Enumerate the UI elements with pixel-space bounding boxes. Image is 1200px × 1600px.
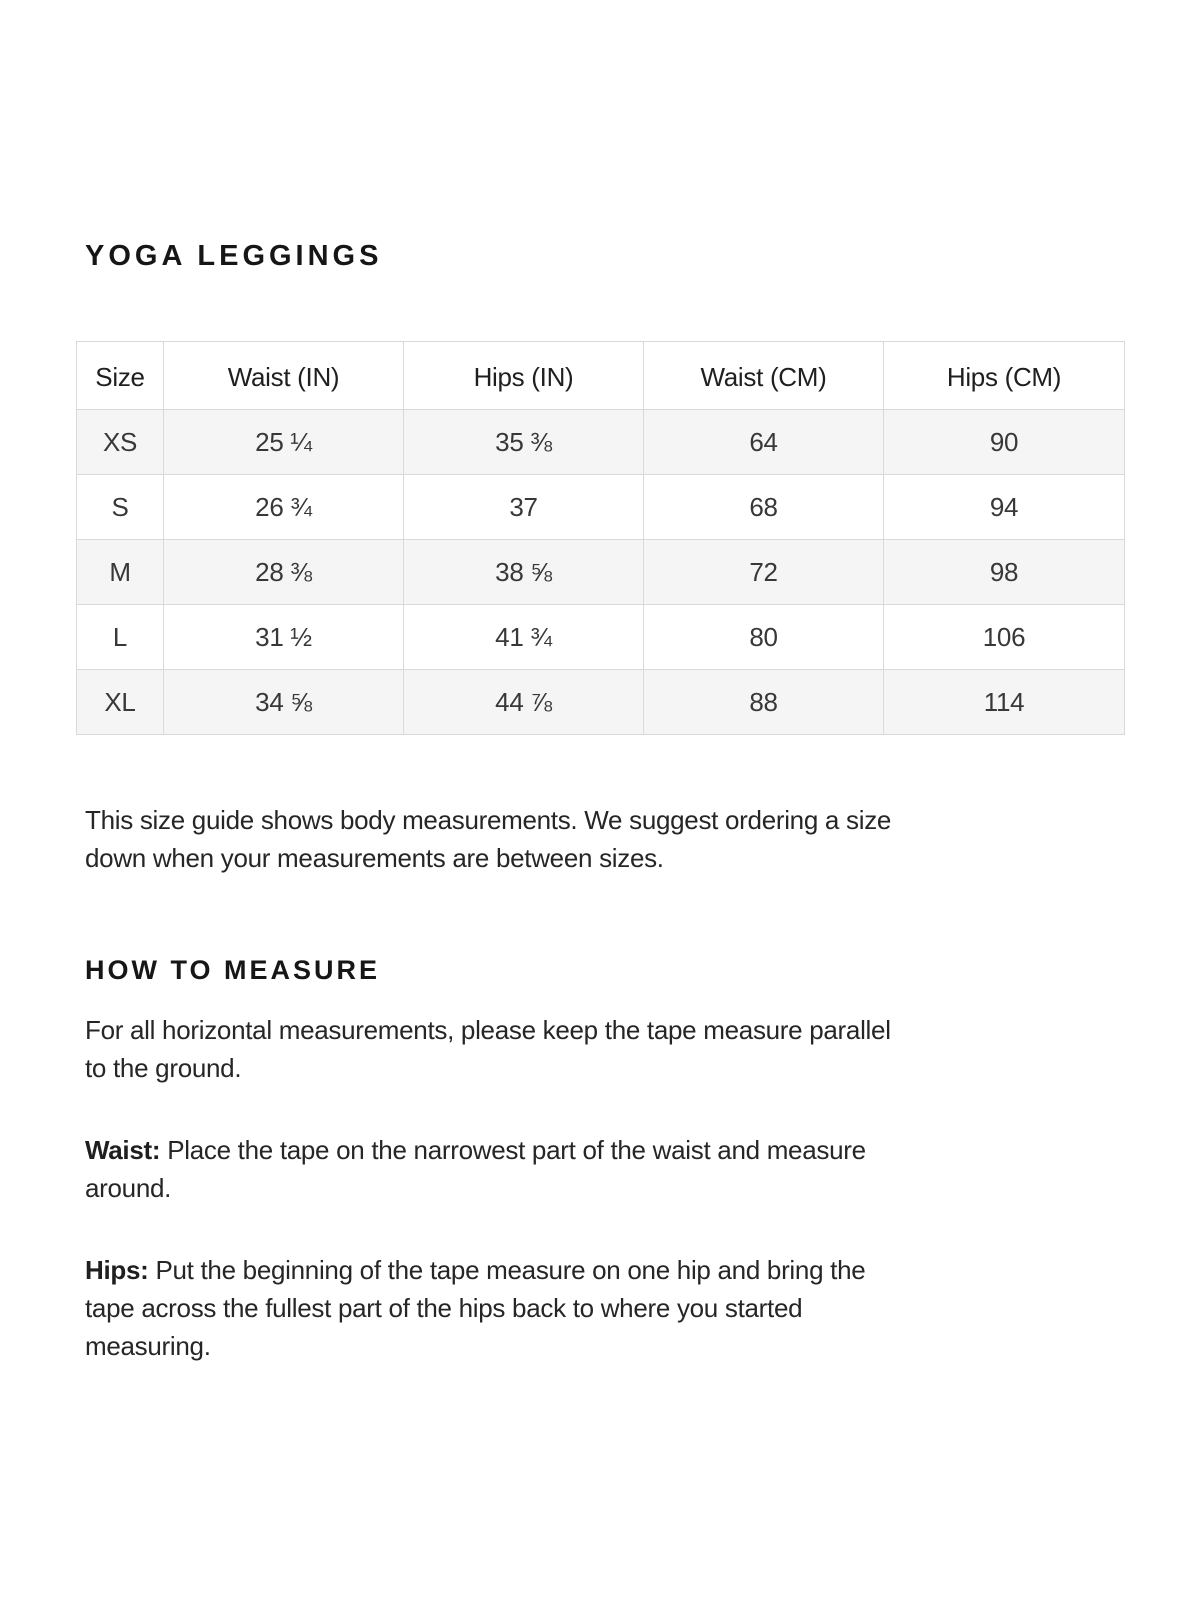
waist-instruction — [85, 1131, 1124, 1207]
waist-cm-cell: 80 — [644, 605, 884, 670]
waist-instruction-text: Place the tape on the narrowest part of the waist and measure around. — [85, 1135, 866, 1203]
waist-in-cell: 28 ⅜ — [164, 540, 404, 605]
hips-cm-cell: 114 — [884, 670, 1125, 735]
waist-label: Waist: — [85, 1135, 161, 1165]
page-title: YOGA LEGGINGS — [85, 240, 383, 272]
waist-in-cell: 26 ¾ — [164, 475, 404, 540]
hips-cm-cell: 98 — [884, 540, 1125, 605]
hips-in-cell: 44 ⅞ — [404, 670, 644, 735]
column-header-size: Size — [77, 342, 164, 410]
size-cell: XL — [77, 670, 164, 735]
hips-cm-cell: 94 — [884, 475, 1125, 540]
waist-in-cell: 34 ⅝ — [164, 670, 404, 735]
hips-instruction-text: Put the beginning of the tape measure on one hip and bring the tape across the fullest part of the hips back to where you started measuring. — [85, 1255, 866, 1361]
column-header-waist-in: Waist (IN) — [164, 342, 404, 410]
waist-in-cell: 25 ¼ — [164, 410, 404, 475]
hips-label: Hips: — [85, 1255, 149, 1285]
hips-cm-cell: 90 — [884, 410, 1125, 475]
table-row-m — [77, 540, 1125, 605]
size-table — [76, 341, 1125, 735]
waist-cm-cell: 68 — [644, 475, 884, 540]
size-table-header-row — [77, 342, 1125, 410]
size-cell: XS — [77, 410, 164, 475]
column-header-hips-in: Hips (IN) — [404, 342, 644, 410]
size-cell: S — [77, 475, 164, 540]
hips-in-cell: 37 — [404, 475, 644, 540]
table-row-xs — [77, 410, 1125, 475]
hips-cm-cell: 106 — [884, 605, 1125, 670]
hips-instruction — [85, 1251, 1124, 1365]
waist-cm-cell: 64 — [644, 410, 884, 475]
hips-in-cell: 35 ⅜ — [404, 410, 644, 475]
hips-in-cell: 41 ¾ — [404, 605, 644, 670]
how-to-measure-heading: HOW TO MEASURE — [85, 955, 381, 985]
size-cell: L — [77, 605, 164, 670]
measure-intro: For all horizontal measurements, please keep the tape measure parallel to the ground. — [85, 1015, 891, 1083]
hips-in-cell: 38 ⅝ — [404, 540, 644, 605]
column-header-hips-cm: Hips (CM) — [884, 342, 1125, 410]
size-cell: M — [77, 540, 164, 605]
size-guide-note: This size guide shows body measurements. We suggest ordering a size down when your measurements are between sizes. — [85, 805, 892, 873]
table-row-s — [77, 475, 1125, 540]
waist-cm-cell: 88 — [644, 670, 884, 735]
waist-in-cell: 31 ½ — [164, 605, 404, 670]
column-header-waist-cm: Waist (CM) — [644, 342, 884, 410]
table-row-xl — [77, 670, 1125, 735]
table-row-l — [77, 605, 1125, 670]
waist-cm-cell: 72 — [644, 540, 884, 605]
